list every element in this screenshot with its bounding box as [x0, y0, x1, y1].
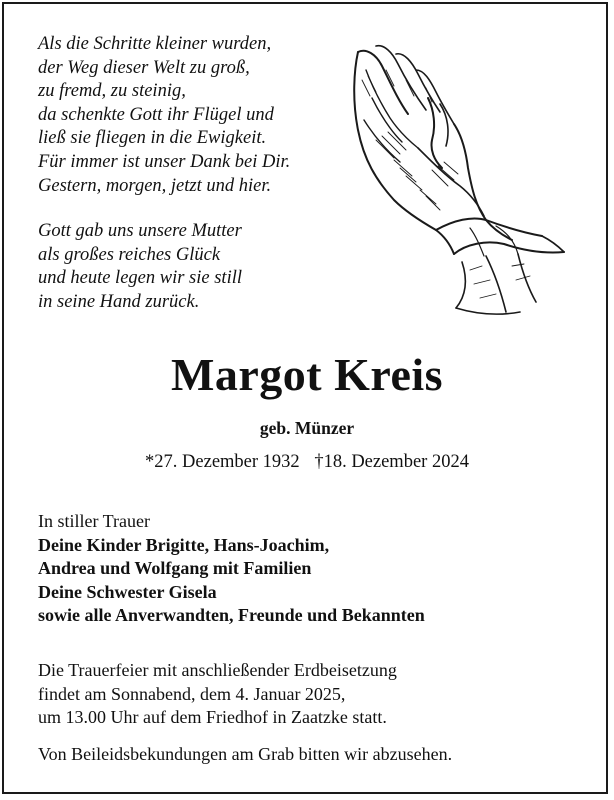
poem-line: als großes reiches Glück	[38, 244, 221, 265]
poem-line: ließ sie fliegen in die Ewigkeit.	[38, 128, 267, 149]
poem-line: der Weg dieser Welt zu groß,	[38, 57, 250, 78]
mourning-intro: In stiller Trauer	[38, 511, 150, 531]
mourners-block	[38, 510, 425, 628]
poem-stanza-1	[38, 33, 290, 198]
death-date: †18. Dezember 2024	[314, 452, 469, 472]
poem-line: und heute legen wir sie still	[38, 268, 242, 289]
service-line: findet am Sonnabend, dem 4. Januar 2025,	[38, 683, 346, 704]
birth-date: *27. Dezember 1932	[145, 452, 300, 472]
funeral-service-info	[38, 659, 397, 730]
mourner-line: sowie alle Anverwandten, Freunde und Bekannten	[38, 605, 425, 626]
maiden-name: geb. Münzer	[259, 418, 355, 438]
poem-line: Gestern, morgen, jetzt und hier.	[38, 175, 272, 196]
mourner-line: Deine Kinder Brigitte, Hans-Joachim,	[38, 534, 330, 555]
service-line: um 13.00 Uhr auf dem Friedhof in Zaatzke statt.	[38, 707, 387, 728]
mourner-line: Deine Schwester Gisela	[38, 581, 217, 602]
poem-line: zu fremd, zu steinig,	[38, 81, 186, 102]
poem-line: in seine Hand zurück.	[38, 291, 200, 312]
mourner-line: Andrea und Wolfgang mit Familien	[38, 558, 312, 579]
poem-stanza-2	[38, 220, 242, 314]
closing-note: Von Beileidsbekundungen am Grab bitten wir abzusehen.	[38, 744, 453, 764]
poem-line: da schenkte Gott ihr Flügel und	[38, 104, 274, 125]
poem-line: Gott gab uns unsere Mutter	[38, 221, 242, 241]
poem-line: Als die Schritte kleiner wurden,	[38, 34, 272, 54]
service-line: Die Trauerfeier mit anschließender Erdbeisetzung	[38, 660, 397, 680]
praying-hands-icon	[336, 40, 576, 320]
poem-line: Für immer ist unser Dank bei Dir.	[38, 151, 291, 172]
life-dates	[0, 452, 614, 473]
deceased-name: Margot Kreis	[170, 349, 444, 400]
